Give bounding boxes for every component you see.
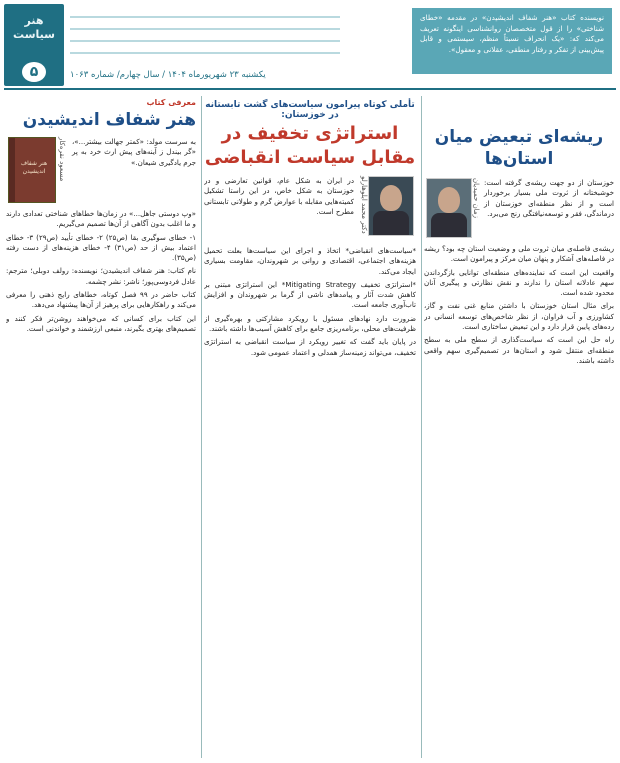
book-block [6,137,196,209]
paragraph: این کتاب برای کسانی که می‌خواهند روشن‌تر فکر کنند و تصمیم‌های بهتری بگیرند، منبعی ارزشمند و خواندنی است. [6,313,196,333]
book-cover [8,137,56,203]
paragraph: در پایان باید گفت که تغییر رویکرد از سیاست انقباضی به استراتژی تخفیف، می‌تواند زمینه‌ساز همدلی و اعتماد عمومی شود. [204,337,416,357]
article-body [6,209,196,334]
paragraph: ضرورت دارد نهادهای مسئول با رویکرد مشارکتی و بهره‌گیری از ظرفیت‌های محلی، برنامه‌ریزی جامع برای کاهش آسیب‌ها داشته باشند. [204,313,416,334]
logo-text: هنر سیاست [13,14,55,41]
paragraph: «وپ دوستی جاهل...» در زمان‌ها خطاهای شناختی تعدادی دارند و ما اغلب بدون آگاهی از آن‌ها تصمیم می‌گیریم. [6,209,196,229]
page-number: ۵ [22,62,46,82]
author-name: زمان حمیدیان [472,178,480,219]
article-body [204,246,416,358]
paragraph: *سیاست‌های انقباضی* اتخاذ و اجرای این سیاست‌ها بعلت تحمیل هزینه‌های اجتماعی، اقتصادی و روانی بر شهروندان، مقاومت بسیاری ایجاد می‌کند. [204,246,416,276]
article-lead: خوزستان از دو جهت ریشه‌ی گرفته است: خوشبختانه از ثروت ملی بسیار برخوردار است و از نظر منطقه‌ای خوزستان از درماندگی، فقر و توسعه‌نیافتگی رنج می‌برد. [484,178,614,218]
article-strategy [204,96,416,758]
decorative-lines [70,6,340,66]
paragraph: نام کتاب: هنر شفاف اندیشیدن؛ نویسنده: رولف دوبلی؛ مترجم: عادل فردوسی‌پور؛ ناشر: نشر چشمه. [6,266,196,286]
article-title: هنر شفاف اندیشیدن [22,110,196,130]
author-block [424,178,614,244]
article-book-review [6,96,196,758]
paragraph: راه حل این است که سیاست‌گذاری از سطح ملی به سطح منطقه‌ای منتقل شود و استان‌ها در تصمیم‌گیری سهم واقعی داشته باشند. [424,335,614,365]
paragraph: کتاب حاضر در ۹۹ فصل کوتاه، خطاهای رایج ذهنی را معرفی می‌کند و راهکارهایی برای پرهیز از آن‌ها پیشنهاد می‌دهد. [6,290,196,310]
article-lead: در ایران به شکل عام، قوانین تعارضی و در خوزستان به شکل خاص، در این راستا تشکیل کمیته‌هایی مقابله با عوارض گرم و طولانی تابستانی مطرح است. [204,176,354,216]
column-divider [421,96,422,758]
paragraph: *استراتژی تخفیف Mitigating Strategy* این استراتژی مبتنی بر کاهش شدت آثار و پیامدهای ناشی از گرما بر شهروندان و افزایش تاب‌آوری جامعه است. [204,279,416,310]
paragraph: ۱- خطای سوگیری بقا (ص۲۵) ۲- خطای تأیید (ص۲۹) ۳- خطای اعتماد بیش از حد (ص۳۱) ۴- خطای هزینه‌های از دست رفته (ص۳۵). [6,232,196,263]
paragraph: برای مثال استان خوزستان با داشتن منابع غنی نفت و گاز، کشاورزی و آب فراوان، از نظر شاخص‌های توسعه انسانی در رده‌های پایین قرار دارد و این تبعیض ساختاری است. [424,301,614,332]
paragraph: ریشه‌ی فاصله‌ی میان ثروت ملی و وضعیت استان چه بود؟ ریشه در فاصله‌های آشکار و پنهان میان مرکز و پیرامون است. [424,244,614,264]
section-label: معرفی کتاب [146,98,196,107]
article-lead: به سرست مولد: «کمتر جهالت بیشتر...»، «گر بیندل ز آینه‌های پیش ارث خرد به پر جرم یادگیری شیعان.» [72,137,196,167]
column-divider [201,96,202,758]
article-title: استراتژی تخفیف در مقابل سیاست انقباضی [204,123,416,168]
logo [4,4,64,86]
article-title: ریشه‌ای تبعیض میان استان‌ها [434,127,604,169]
author-photo [426,178,472,238]
article-body [424,244,614,366]
author-block [204,176,416,246]
paragraph: واقعیت این است که نماینده‌های منطقه‌ای توانایی بازگرداندن سهم عادلانه استان را ندارند و نقش نظارتی و پیگیری آنان محدود شده است. [424,267,614,298]
masthead [0,0,620,88]
book-cover-title: هنر شفاف اندیشیدن [20,160,48,175]
article-discrimination [424,96,614,758]
intro-box: نویسنده کتاب «هنر شفاف اندیشیدن» در مقدمه «خطای شناختی» را از قول متخصصان روانشناسی اینگونه تعریف می‌کند که: «یک انحراف نسبتاً منظم، سیستمی و قابل پیش‌بینی از تفکر و رفتار منطقی، عقلانی و معقول». [412,8,612,74]
article-kicker: تأملی کوتاه پیرامون سیاست‌های گشت تابستانه در خوزستان: [205,100,415,120]
author-photo [368,176,414,236]
header-rule [4,88,616,90]
reviewer-name: مسعود نقره‌کار [58,137,66,182]
issue-date: یکشنبه ۲۳ شهریورماه ۱۴۰۴ / سال چهارم/ شماره ۱۰۶۳ [70,70,266,80]
author-name: دکتر محمد ایلوهارلو [360,176,368,234]
